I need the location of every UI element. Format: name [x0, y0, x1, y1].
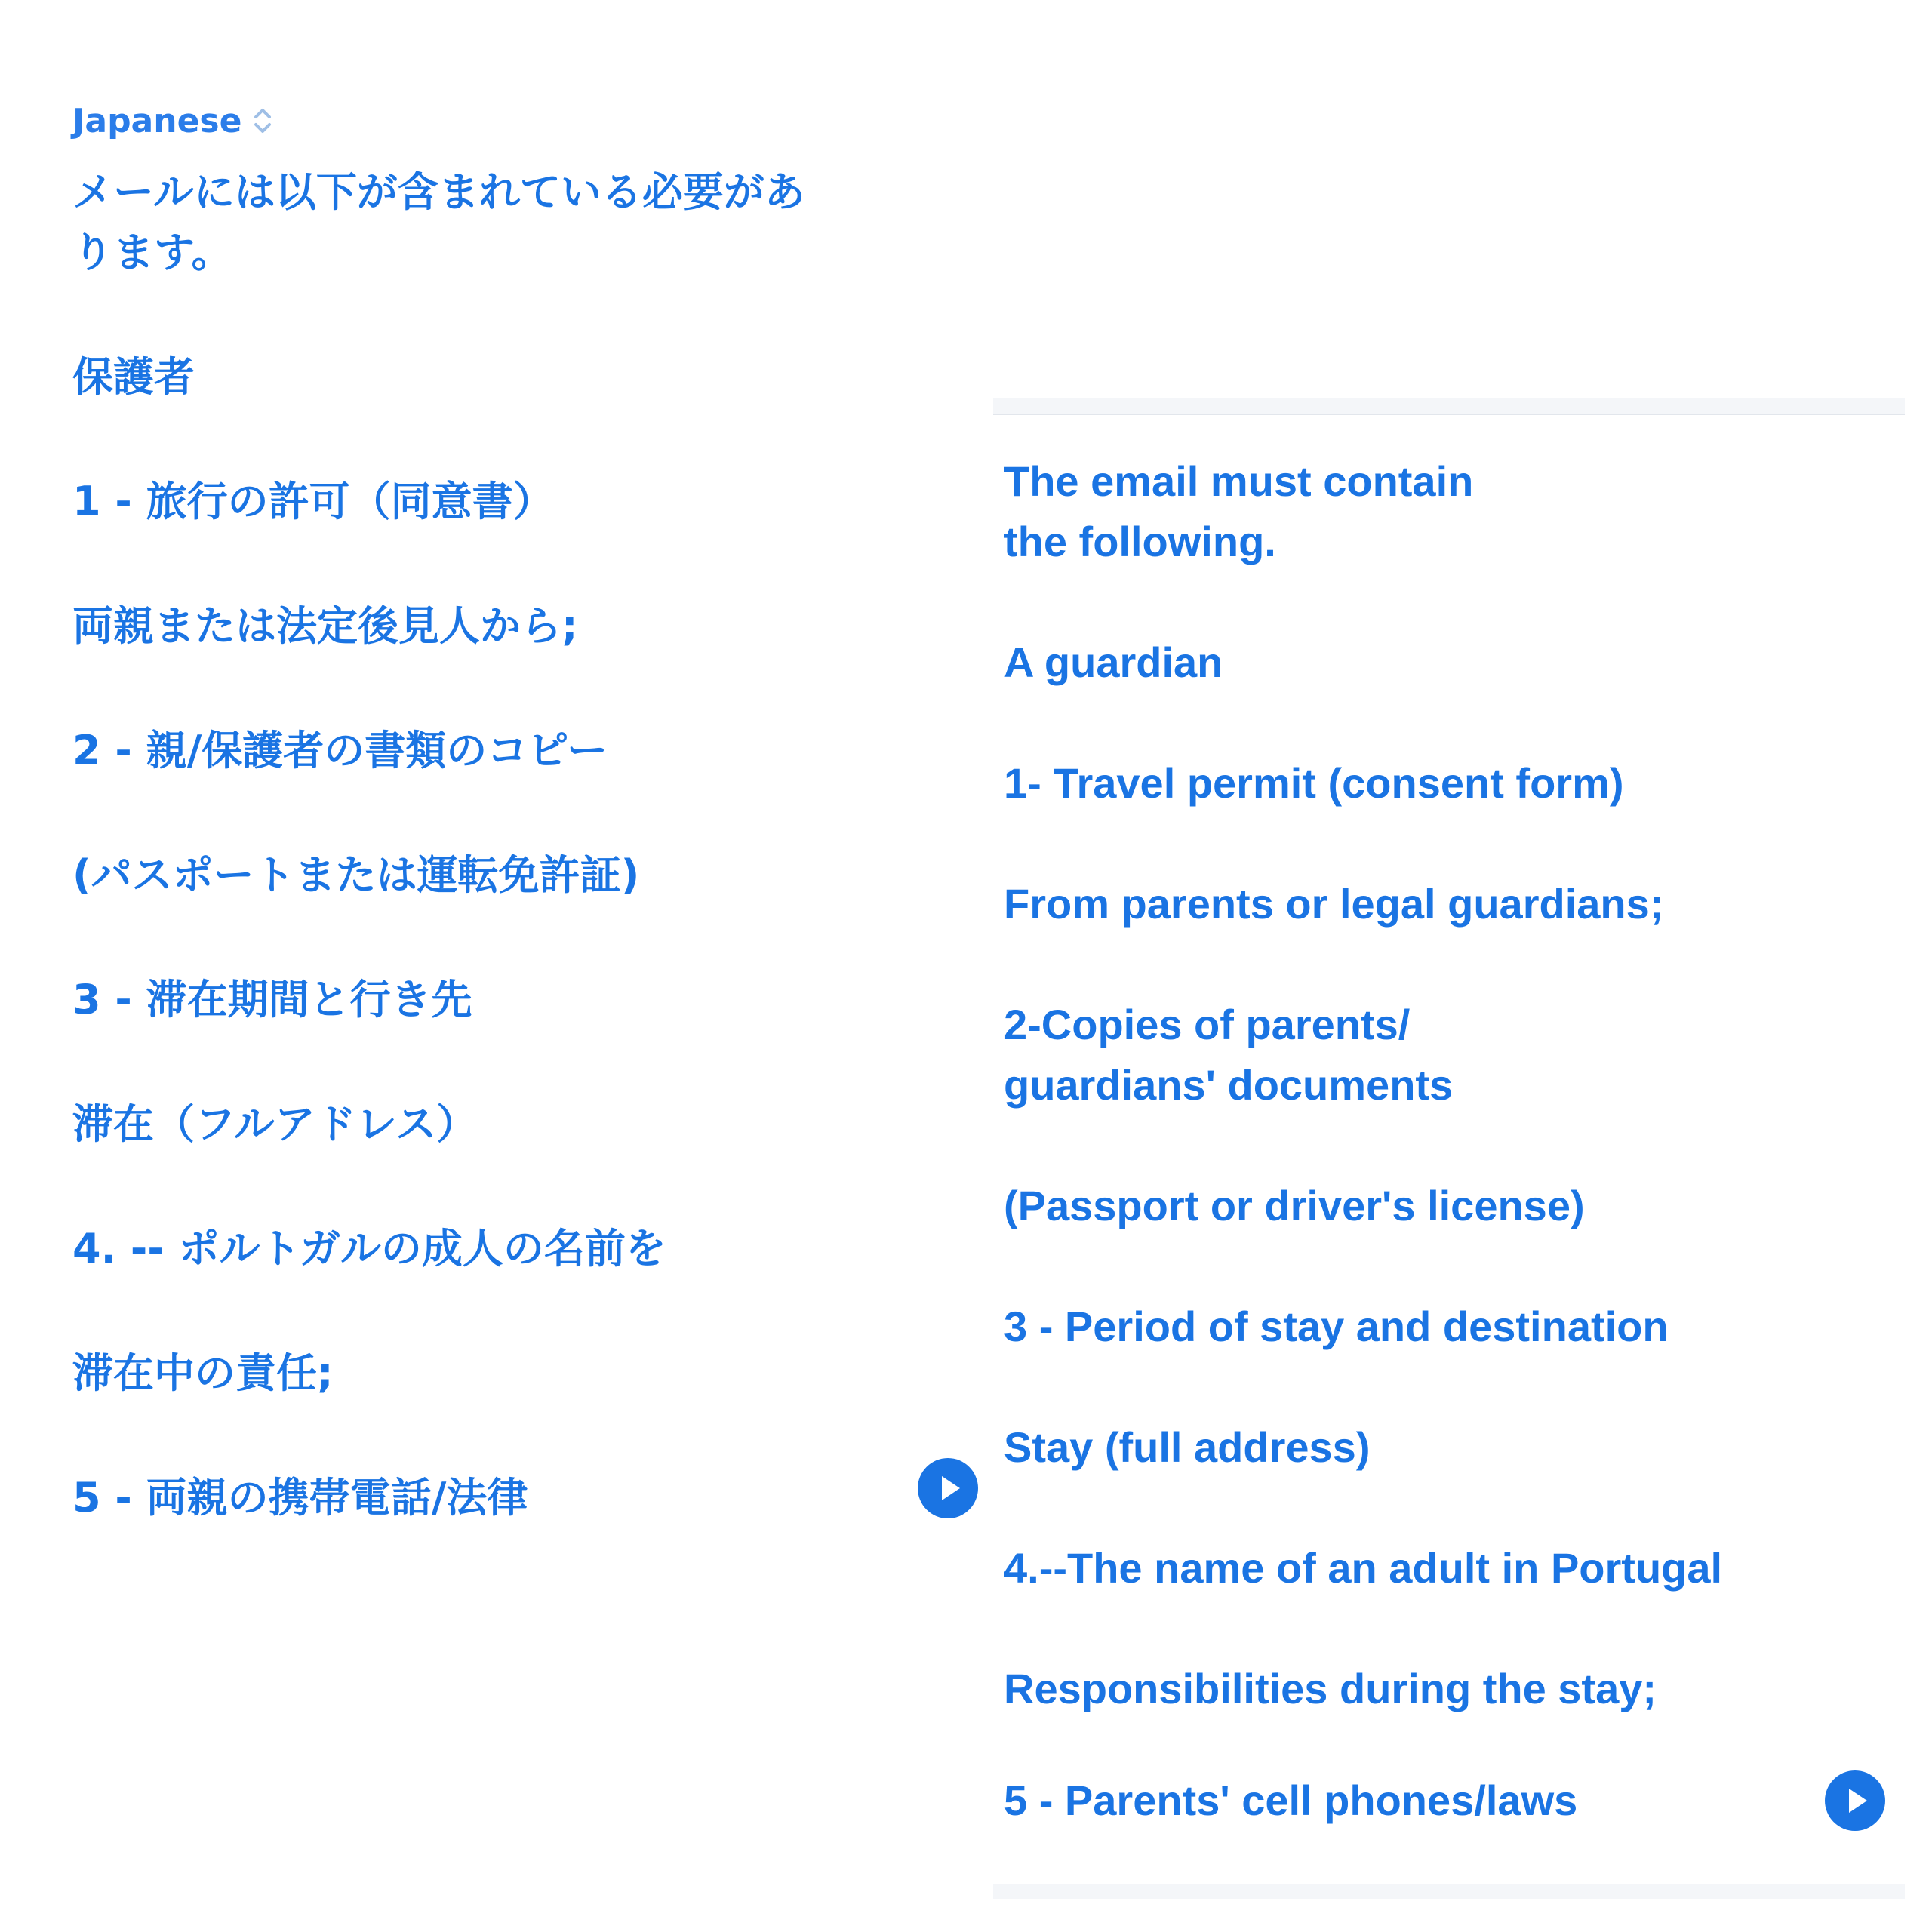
- language-label: Japanese: [72, 101, 242, 140]
- play-source-button[interactable]: [918, 1458, 978, 1518]
- translation-text-line: the following.: [1004, 518, 1276, 565]
- play-icon: [1825, 1770, 1885, 1831]
- translation-panel-bottom-divider: [993, 1884, 1905, 1899]
- source-text-line: 滞在中の責任;: [72, 1349, 334, 1397]
- source-text-line: 保護者: [72, 353, 195, 401]
- translation-text-line: From parents or legal guardians;: [1004, 880, 1664, 928]
- source-text-line: 5 - 両親の携帯電話/法律: [72, 1474, 528, 1521]
- translation-panel-top-divider: [993, 398, 1905, 415]
- source-text-line: メールには以下が含まれている必要があ: [72, 168, 805, 216]
- translation-text-line: 3 - Period of stay and destination: [1004, 1303, 1669, 1350]
- source-text-line: 両親または法定後見人から;: [72, 602, 578, 650]
- source-text-line: 滞在（フルアドレス）: [72, 1100, 478, 1148]
- translation-text-line: guardians' documents: [1004, 1061, 1454, 1109]
- play-translation-button[interactable]: [1825, 1770, 1885, 1831]
- source-text-line: (パスポートまたは運転免許証): [72, 851, 640, 899]
- translation-text-line: (Passport or driver's license): [1004, 1182, 1585, 1229]
- translation-text-line: The email must contain: [1004, 457, 1474, 505]
- source-text-line: 2 - 親/保護者の書類のコピー: [72, 727, 608, 774]
- translation-text-line: A guardian: [1004, 638, 1223, 686]
- translation-text-line: 1- Travel permit (consent form): [1004, 759, 1624, 807]
- play-icon: [918, 1458, 978, 1518]
- source-text-line: ります。: [72, 229, 232, 276]
- translation-text-line: Stay (full address): [1004, 1423, 1371, 1471]
- translation-text-line: 5 - Parents' cell phones/laws: [1004, 1777, 1578, 1824]
- source-text-line: 1 - 旅行の許可（同意書）: [72, 478, 554, 525]
- translation-text-line: 4.--The name of an adult in Portugal: [1004, 1544, 1723, 1592]
- language-selector[interactable]: [72, 100, 273, 142]
- source-text-line: 3 - 滞在期間と行き先: [72, 976, 472, 1023]
- translation-text-line: 2-Copies of parents/: [1004, 1001, 1411, 1048]
- source-text-line: 4. -- ポルトガルの成人の名前を: [72, 1225, 666, 1272]
- translation-text-line: Responsibilities during the stay;: [1004, 1665, 1657, 1712]
- chevron-up-down-icon: [252, 104, 273, 137]
